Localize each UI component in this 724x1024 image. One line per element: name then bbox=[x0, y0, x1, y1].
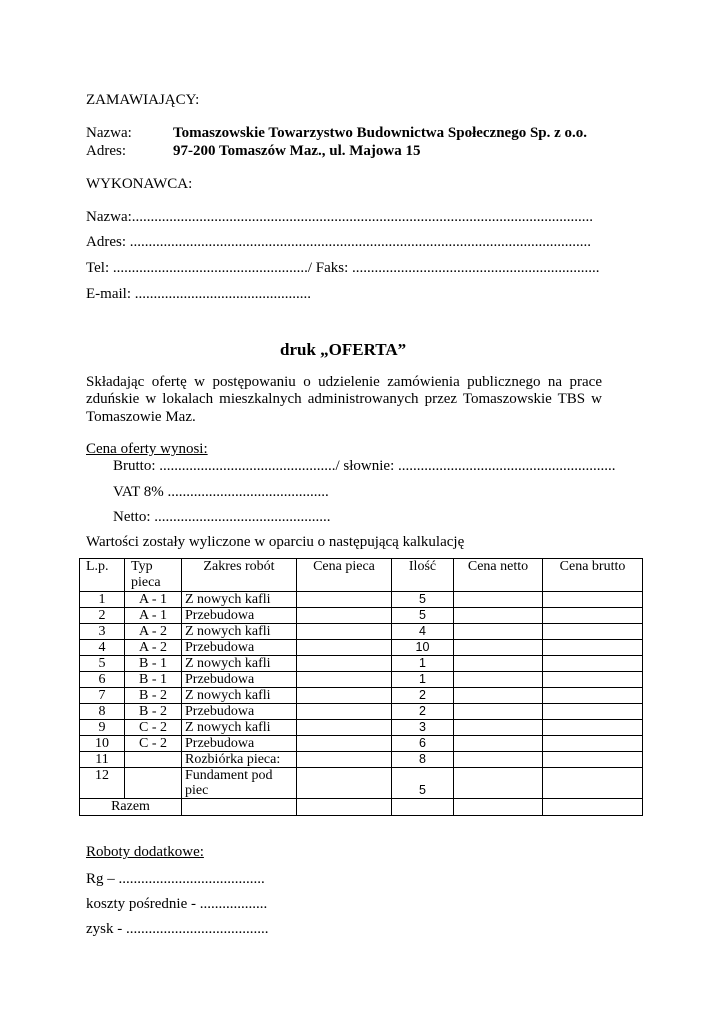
table-row bbox=[80, 768, 643, 799]
cell-lp: 7 bbox=[80, 688, 125, 704]
cell-zakres: Z nowych kafli bbox=[182, 688, 297, 704]
table-row bbox=[80, 656, 643, 672]
cell-zakres: Z nowych kafli bbox=[182, 592, 297, 608]
cell-typ: C - 2 bbox=[125, 736, 182, 752]
cell-ilosc: 5 bbox=[392, 608, 454, 624]
header-ilosc: Ilość bbox=[392, 559, 454, 592]
cell-cena-brutto[interactable] bbox=[543, 720, 643, 736]
cell-cena-netto[interactable] bbox=[454, 656, 543, 672]
document-title: druk „OFERTA” bbox=[280, 340, 407, 359]
cell-cena-pieca[interactable] bbox=[297, 672, 392, 688]
table-row bbox=[80, 752, 643, 768]
cell-cena-pieca[interactable] bbox=[297, 624, 392, 640]
razem-cell-zakres bbox=[182, 799, 297, 816]
cell-zakres: Przebudowa bbox=[182, 608, 297, 624]
table-header-row bbox=[80, 559, 643, 592]
table-row bbox=[80, 688, 643, 704]
table-row bbox=[80, 592, 643, 608]
zamawiajacy-adres-label: Adres: bbox=[86, 143, 126, 159]
cell-ilosc: 10 bbox=[392, 640, 454, 656]
table-row bbox=[80, 608, 643, 624]
cell-cena-pieca[interactable] bbox=[297, 592, 392, 608]
cell-cena-netto[interactable] bbox=[454, 720, 543, 736]
wykonawca-heading: WYKONAWCA: bbox=[86, 176, 193, 192]
zamawiajacy-nazwa-value: Tomaszowskie Towarzystwo Budownictwa Społecznego Sp. z o.o. bbox=[173, 125, 588, 141]
cell-lp: 9 bbox=[80, 720, 125, 736]
roboty-koszty-line: koszty pośrednie - .................. bbox=[86, 896, 268, 912]
cell-cena-pieca[interactable] bbox=[297, 704, 392, 720]
cell-zakres: Przebudowa bbox=[182, 672, 297, 688]
cell-cena-pieca[interactable] bbox=[297, 768, 392, 799]
cell-lp: 8 bbox=[80, 704, 125, 720]
zamawiajacy-nazwa-label: Nazwa: bbox=[86, 125, 132, 141]
cell-cena-pieca[interactable] bbox=[297, 752, 392, 768]
header-lp: L.p. bbox=[80, 559, 125, 592]
cell-cena-pieca[interactable] bbox=[297, 608, 392, 624]
cell-ilosc: 4 bbox=[392, 624, 454, 640]
cell-cena-brutto[interactable] bbox=[543, 608, 643, 624]
roboty-rg-line: Rg – ....................................... bbox=[86, 871, 265, 887]
wykonawca-adres-line: Adres: ........................................................................................................................... bbox=[86, 234, 591, 250]
cell-typ bbox=[125, 752, 182, 768]
cell-cena-brutto[interactable] bbox=[543, 656, 643, 672]
cell-lp: 4 bbox=[80, 640, 125, 656]
cell-ilosc: 6 bbox=[392, 736, 454, 752]
calculation-table bbox=[79, 558, 643, 816]
header-cena-brutto: Cena brutto bbox=[543, 559, 643, 592]
header-cena-pieca: Cena pieca bbox=[297, 559, 392, 592]
cell-lp: 11 bbox=[80, 752, 125, 768]
wykonawca-email-line: E-mail: ............................................... bbox=[86, 286, 311, 302]
cell-typ: B - 2 bbox=[125, 704, 182, 720]
kalkulacja-text: Wartości zostały wyliczone w oparciu o następującą kalkulację bbox=[86, 534, 465, 550]
table-row bbox=[80, 672, 643, 688]
cell-cena-brutto[interactable] bbox=[543, 752, 643, 768]
table-row bbox=[80, 736, 643, 752]
cell-cena-netto[interactable] bbox=[454, 608, 543, 624]
header-zakres-robot: Zakres robót bbox=[182, 559, 297, 592]
cell-ilosc: 3 bbox=[392, 720, 454, 736]
cell-cena-pieca[interactable] bbox=[297, 720, 392, 736]
razem-cell-cena-pieca[interactable] bbox=[297, 799, 392, 816]
razem-label: Razem bbox=[80, 799, 182, 816]
razem-cell-ilosc bbox=[392, 799, 454, 816]
table-razem-row bbox=[80, 799, 643, 816]
cell-typ bbox=[125, 768, 182, 799]
cell-cena-netto[interactable] bbox=[454, 688, 543, 704]
table-row bbox=[80, 640, 643, 656]
cell-typ: B - 2 bbox=[125, 688, 182, 704]
cell-zakres: Z nowych kafli bbox=[182, 624, 297, 640]
cell-cena-netto[interactable] bbox=[454, 672, 543, 688]
cell-zakres: Przebudowa bbox=[182, 640, 297, 656]
cell-ilosc: 1 bbox=[392, 672, 454, 688]
cell-cena-brutto[interactable] bbox=[543, 736, 643, 752]
cell-cena-netto[interactable] bbox=[454, 704, 543, 720]
cell-cena-netto[interactable] bbox=[454, 640, 543, 656]
cena-vat-line: VAT 8% ........................................... bbox=[113, 484, 329, 500]
cell-cena-brutto[interactable] bbox=[543, 592, 643, 608]
cell-cena-netto[interactable] bbox=[454, 736, 543, 752]
cell-typ: A - 1 bbox=[125, 608, 182, 624]
header-cena-netto: Cena netto bbox=[454, 559, 543, 592]
cell-cena-pieca[interactable] bbox=[297, 640, 392, 656]
table-row bbox=[80, 704, 643, 720]
cell-typ: A - 2 bbox=[125, 624, 182, 640]
cell-cena-brutto[interactable] bbox=[543, 672, 643, 688]
cell-cena-brutto[interactable] bbox=[543, 688, 643, 704]
cell-typ: A - 2 bbox=[125, 640, 182, 656]
header-typ-pieca: Typ pieca bbox=[125, 559, 182, 592]
cell-ilosc: 2 bbox=[392, 704, 454, 720]
cell-ilosc: 5 bbox=[392, 592, 454, 608]
cell-lp: 12 bbox=[80, 768, 125, 799]
intro-paragraph: Składając ofertę w postępowaniu o udzielenie zamówienia publicznego na prace zduńskie w lokalach mieszkalnych administrowanych przez Tomaszowskie TBS w Tomaszowie Maz. bbox=[86, 374, 602, 425]
cell-zakres: Rozbiórka pieca: bbox=[182, 752, 297, 768]
zamawiajacy-heading: ZAMAWIAJĄCY: bbox=[86, 92, 200, 108]
cell-typ: B - 1 bbox=[125, 656, 182, 672]
table-row bbox=[80, 720, 643, 736]
cell-typ: A - 1 bbox=[125, 592, 182, 608]
cell-cena-brutto[interactable] bbox=[543, 704, 643, 720]
cell-zakres: Przebudowa bbox=[182, 704, 297, 720]
cell-cena-brutto[interactable] bbox=[543, 624, 643, 640]
cell-cena-netto[interactable] bbox=[454, 752, 543, 768]
wykonawca-nazwa-line: Nazwa:........................................................................................................................... bbox=[86, 209, 594, 225]
cena-heading: Cena oferty wynosi: bbox=[86, 441, 208, 457]
table-row bbox=[80, 624, 643, 640]
cell-zakres: Z nowych kafli bbox=[182, 720, 297, 736]
cell-zakres: Fundament pod piec bbox=[182, 768, 297, 799]
cell-cena-netto[interactable] bbox=[454, 768, 543, 799]
cell-lp: 10 bbox=[80, 736, 125, 752]
cena-brutto-line: Brutto: .............................................../ słownie: .......................................................... bbox=[113, 458, 616, 474]
cell-typ: C - 2 bbox=[125, 720, 182, 736]
cell-ilosc: 1 bbox=[392, 656, 454, 672]
cell-lp: 2 bbox=[80, 608, 125, 624]
cell-lp: 1 bbox=[80, 592, 125, 608]
cell-zakres: Przebudowa bbox=[182, 736, 297, 752]
cell-cena-netto[interactable] bbox=[454, 592, 543, 608]
roboty-zysk-line: zysk - ...................................... bbox=[86, 921, 269, 937]
cell-ilosc: 8 bbox=[392, 752, 454, 768]
roboty-heading: Roboty dodatkowe: bbox=[86, 844, 204, 860]
zamawiajacy-adres-value: 97-200 Tomaszów Maz., ul. Majowa 15 bbox=[173, 143, 421, 159]
cell-cena-pieca[interactable] bbox=[297, 688, 392, 704]
cell-cena-brutto[interactable] bbox=[543, 768, 643, 799]
cena-netto-line: Netto: ............................................... bbox=[113, 509, 331, 525]
cell-cena-pieca[interactable] bbox=[297, 736, 392, 752]
cell-cena-netto[interactable] bbox=[454, 624, 543, 640]
cell-ilosc: 2 bbox=[392, 688, 454, 704]
cell-lp: 5 bbox=[80, 656, 125, 672]
cell-lp: 3 bbox=[80, 624, 125, 640]
cell-ilosc: 5 bbox=[392, 768, 454, 799]
cell-cena-brutto[interactable] bbox=[543, 640, 643, 656]
wykonawca-tel-faks-line: Tel: ..................................................../ Faks: .................................................................. bbox=[86, 260, 600, 276]
cell-typ: B - 1 bbox=[125, 672, 182, 688]
razem-cell-cena-brutto[interactable] bbox=[543, 799, 643, 816]
cell-lp: 6 bbox=[80, 672, 125, 688]
cell-zakres: Z nowych kafli bbox=[182, 656, 297, 672]
cell-cena-pieca[interactable] bbox=[297, 656, 392, 672]
razem-cell-cena-netto[interactable] bbox=[454, 799, 543, 816]
